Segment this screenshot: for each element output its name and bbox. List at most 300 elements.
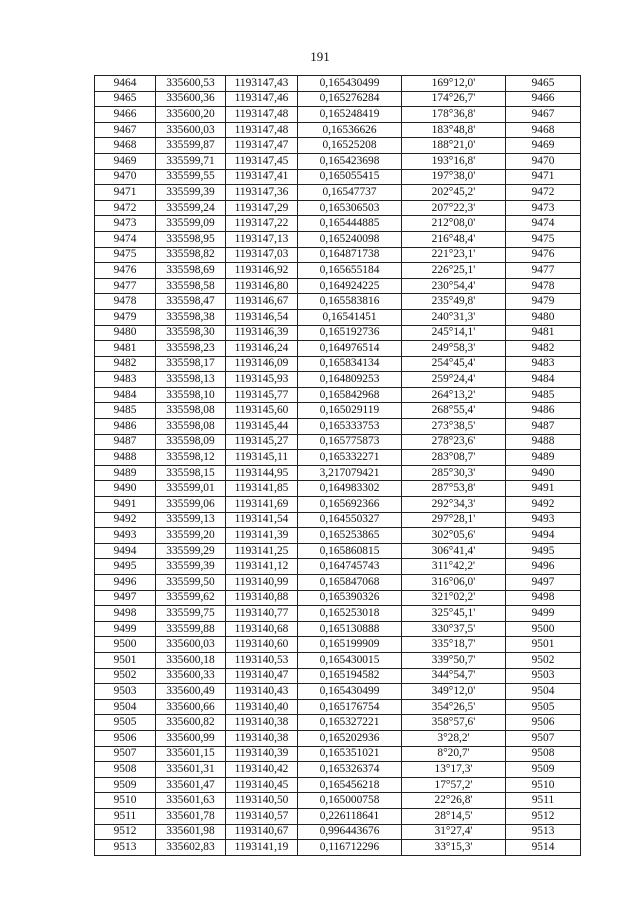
cell-length: 0,165029119 [298,403,402,419]
table-row [95,808,581,824]
table-row [95,372,581,388]
table-row [95,699,581,715]
cell-length: 0,165842968 [298,387,402,403]
cell-point-to: 9468 [506,122,581,138]
cell-point-to: 9491 [506,481,581,497]
table-row [95,528,581,544]
cell-y: 1193140,57 [226,808,298,824]
cell-point-to: 9473 [506,200,581,216]
cell-length: 0,16525208 [298,138,402,154]
cell-point-to: 9474 [506,216,581,232]
cell-direction: 283°08,7' [402,450,506,466]
cell-y: 1193146,92 [226,263,298,279]
cell-point-to: 9488 [506,434,581,450]
cell-direction: 344°54,7' [402,668,506,684]
cell-direction: 245°14,1' [402,325,506,341]
cell-point-from: 9496 [95,575,156,591]
cell-length: 0,165775873 [298,434,402,450]
cell-point-from: 9465 [95,91,156,107]
cell-direction: 226°25,1' [402,263,506,279]
cell-length: 0,165333753 [298,419,402,435]
cell-y: 1193147,03 [226,247,298,263]
cell-length: 0,165583816 [298,294,402,310]
cell-length: 0,165390326 [298,590,402,606]
cell-length: 0,165276284 [298,91,402,107]
table-row [95,107,581,123]
cell-y: 1193145,77 [226,387,298,403]
cell-y: 1193147,13 [226,231,298,247]
cell-x: 335598,15 [156,465,226,481]
cell-point-to: 9469 [506,138,581,154]
cell-point-from: 9498 [95,606,156,622]
cell-length: 0,16547737 [298,185,402,201]
cell-point-to: 9482 [506,341,581,357]
cell-point-to: 9492 [506,497,581,513]
cell-point-from: 9481 [95,341,156,357]
table-row [95,341,581,357]
cell-y: 1193140,43 [226,684,298,700]
cell-y: 1193140,67 [226,824,298,840]
cell-point-from: 9486 [95,419,156,435]
cell-point-from: 9485 [95,403,156,419]
coordinates-table [94,75,581,856]
cell-point-to: 9483 [506,356,581,372]
table-row [95,840,581,856]
cell-x: 335600,36 [156,91,226,107]
cell-length: 0,165253865 [298,528,402,544]
cell-point-to: 9472 [506,185,581,201]
cell-y: 1193140,88 [226,590,298,606]
cell-point-from: 9503 [95,684,156,700]
table-row [95,793,581,809]
cell-y: 1193145,27 [226,434,298,450]
cell-point-to: 9467 [506,107,581,123]
cell-length: 0,165055415 [298,169,402,185]
cell-point-to: 9513 [506,824,581,840]
table-row [95,153,581,169]
cell-direction: 207°22,3' [402,200,506,216]
cell-direction: 235°49,8' [402,294,506,310]
cell-y: 1193146,54 [226,309,298,325]
table-row [95,497,581,513]
cell-point-from: 9484 [95,387,156,403]
table-row [95,637,581,653]
cell-direction: 221°23,1' [402,247,506,263]
cell-point-to: 9475 [506,231,581,247]
cell-point-from: 9499 [95,621,156,637]
cell-point-to: 9503 [506,668,581,684]
cell-direction: 302°05,6' [402,528,506,544]
cell-length: 0,164976514 [298,341,402,357]
cell-point-to: 9480 [506,309,581,325]
cell-direction: 202°45,2' [402,185,506,201]
cell-length: 0,164924225 [298,278,402,294]
cell-point-from: 9470 [95,169,156,185]
cell-direction: 321°02,2' [402,590,506,606]
cell-x: 335600,82 [156,715,226,731]
cell-length: 0,165430499 [298,684,402,700]
table-row [95,294,581,310]
cell-direction: 311°42,2' [402,559,506,575]
cell-point-to: 9512 [506,808,581,824]
cell-x: 335600,18 [156,652,226,668]
cell-point-to: 9484 [506,372,581,388]
table-row [95,684,581,700]
cell-y: 1193141,69 [226,497,298,513]
cell-y: 1193147,46 [226,91,298,107]
cell-length: 0,165000758 [298,793,402,809]
table-row [95,247,581,263]
cell-y: 1193140,45 [226,777,298,793]
cell-x: 335599,24 [156,200,226,216]
cell-y: 1193145,44 [226,419,298,435]
cell-length: 0,164983302 [298,481,402,497]
cell-x: 335598,69 [156,263,226,279]
cell-x: 335602,83 [156,840,226,856]
cell-y: 1193140,50 [226,793,298,809]
cell-x: 335601,63 [156,793,226,809]
cell-length: 0,165306503 [298,200,402,216]
cell-x: 335598,95 [156,231,226,247]
cell-direction: 3°28,2' [402,730,506,746]
cell-direction: 330°37,5' [402,621,506,637]
table-row [95,403,581,419]
cell-point-from: 9509 [95,777,156,793]
cell-length: 0,165430499 [298,76,402,92]
cell-length: 0,16536626 [298,122,402,138]
cell-length: 0,165351021 [298,746,402,762]
cell-x: 335599,62 [156,590,226,606]
cell-y: 1193147,22 [226,216,298,232]
cell-y: 1193147,29 [226,200,298,216]
cell-y: 1193140,60 [226,637,298,653]
cell-y: 1193140,53 [226,652,298,668]
cell-point-from: 9466 [95,107,156,123]
table-row [95,543,581,559]
cell-direction: 259°24,4' [402,372,506,388]
cell-x: 335599,71 [156,153,226,169]
cell-length: 0,165332271 [298,450,402,466]
cell-point-to: 9500 [506,621,581,637]
cell-point-from: 9471 [95,185,156,201]
table-row [95,715,581,731]
cell-point-from: 9505 [95,715,156,731]
cell-y: 1193146,24 [226,341,298,357]
cell-point-to: 9502 [506,652,581,668]
cell-y: 1193140,42 [226,762,298,778]
cell-x: 335599,87 [156,138,226,154]
table-row [95,606,581,622]
cell-x: 335598,30 [156,325,226,341]
cell-point-to: 9490 [506,465,581,481]
cell-point-from: 9510 [95,793,156,809]
cell-y: 1193147,43 [226,76,298,92]
cell-direction: 339°50,7' [402,652,506,668]
cell-point-to: 9509 [506,762,581,778]
table-row [95,138,581,154]
cell-point-to: 9496 [506,559,581,575]
cell-direction: 13°17,3' [402,762,506,778]
table-row [95,590,581,606]
cell-point-to: 9505 [506,699,581,715]
cell-point-from: 9472 [95,200,156,216]
cell-x: 335598,17 [156,356,226,372]
cell-direction: 216°48,4' [402,231,506,247]
cell-direction: 285°30,3' [402,465,506,481]
cell-x: 335599,01 [156,481,226,497]
table-body [95,76,581,856]
cell-y: 1193146,67 [226,294,298,310]
table-row [95,278,581,294]
cell-point-to: 9493 [506,512,581,528]
cell-point-from: 9491 [95,497,156,513]
table-row [95,652,581,668]
cell-y: 1193146,09 [226,356,298,372]
cell-x: 335600,03 [156,637,226,653]
cell-point-from: 9513 [95,840,156,856]
cell-length: 0,165834134 [298,356,402,372]
table-row [95,231,581,247]
cell-y: 1193145,93 [226,372,298,388]
cell-point-to: 9494 [506,528,581,544]
cell-y: 1193141,85 [226,481,298,497]
cell-x: 335600,33 [156,668,226,684]
cell-point-from: 9500 [95,637,156,653]
cell-direction: 193°16,8' [402,153,506,169]
cell-y: 1193140,38 [226,715,298,731]
table-row [95,434,581,450]
cell-point-from: 9497 [95,590,156,606]
cell-direction: 183°48,8' [402,122,506,138]
cell-point-to: 9506 [506,715,581,731]
cell-x: 335599,50 [156,575,226,591]
cell-direction: 273°38,5' [402,419,506,435]
cell-y: 1193140,77 [226,606,298,622]
cell-length: 0,165860815 [298,543,402,559]
cell-y: 1193140,99 [226,575,298,591]
table-row [95,621,581,637]
cell-y: 1193141,25 [226,543,298,559]
table-row [95,559,581,575]
table-row [95,356,581,372]
table-row [95,824,581,840]
cell-x: 335598,08 [156,403,226,419]
cell-y: 1193147,47 [226,138,298,154]
cell-point-from: 9467 [95,122,156,138]
table-row [95,185,581,201]
cell-length: 0,165176754 [298,699,402,715]
cell-direction: 28°14,5' [402,808,506,824]
cell-direction: 188°21,0' [402,138,506,154]
cell-y: 1193140,47 [226,668,298,684]
cell-direction: 197°38,0' [402,169,506,185]
cell-length: 0,996443676 [298,824,402,840]
cell-direction: 17°57,2' [402,777,506,793]
cell-y: 1193147,48 [226,107,298,123]
cell-x: 335600,20 [156,107,226,123]
cell-y: 1193146,39 [226,325,298,341]
cell-point-to: 9479 [506,294,581,310]
page-number: 191 [310,49,330,64]
table-row [95,481,581,497]
cell-direction: 325°45,1' [402,606,506,622]
cell-point-to: 9510 [506,777,581,793]
cell-point-from: 9501 [95,652,156,668]
cell-y: 1193147,36 [226,185,298,201]
cell-x: 335598,58 [156,278,226,294]
cell-x: 335600,66 [156,699,226,715]
cell-direction: 33°15,3' [402,840,506,856]
cell-length: 0,165194582 [298,668,402,684]
cell-point-from: 9489 [95,465,156,481]
cell-point-to: 9507 [506,730,581,746]
cell-x: 335601,31 [156,762,226,778]
cell-direction: 240°31,3' [402,309,506,325]
table-row [95,450,581,466]
cell-point-from: 9493 [95,528,156,544]
cell-point-to: 9495 [506,543,581,559]
cell-direction: 249°58,3' [402,341,506,357]
table-row [95,91,581,107]
cell-direction: 316°06,0' [402,575,506,591]
cell-x: 335599,13 [156,512,226,528]
cell-x: 335599,39 [156,559,226,575]
cell-x: 335598,47 [156,294,226,310]
cell-direction: 335°18,7' [402,637,506,653]
cell-y: 1193147,45 [226,153,298,169]
cell-length: 0,164871738 [298,247,402,263]
cell-point-from: 9495 [95,559,156,575]
cell-x: 335598,23 [156,341,226,357]
cell-point-to: 9466 [506,91,581,107]
cell-point-from: 9482 [95,356,156,372]
cell-direction: 174°26,7' [402,91,506,107]
cell-length: 0,165192736 [298,325,402,341]
cell-point-from: 9488 [95,450,156,466]
cell-point-to: 9465 [506,76,581,92]
cell-direction: 292°34,3' [402,497,506,513]
cell-length: 0,164809253 [298,372,402,388]
cell-point-from: 9490 [95,481,156,497]
cell-point-to: 9499 [506,606,581,622]
table-row [95,122,581,138]
cell-x: 335600,53 [156,76,226,92]
cell-length: 0,165327221 [298,715,402,731]
cell-point-from: 9492 [95,512,156,528]
cell-x: 335598,82 [156,247,226,263]
table-row [95,668,581,684]
cell-point-to: 9487 [506,419,581,435]
cell-y: 1193140,68 [226,621,298,637]
cell-x: 335598,13 [156,372,226,388]
table-row [95,762,581,778]
cell-length: 0,165253018 [298,606,402,622]
cell-point-from: 9483 [95,372,156,388]
cell-direction: 169°12,0' [402,76,506,92]
cell-y: 1193140,38 [226,730,298,746]
cell-point-to: 9497 [506,575,581,591]
cell-length: 0,165655184 [298,263,402,279]
cell-x: 335599,06 [156,497,226,513]
cell-direction: 254°45,4' [402,356,506,372]
cell-point-to: 9486 [506,403,581,419]
cell-point-from: 9507 [95,746,156,762]
cell-x: 335599,75 [156,606,226,622]
cell-x: 335599,29 [156,543,226,559]
cell-direction: 306°41,4' [402,543,506,559]
cell-point-from: 9511 [95,808,156,824]
cell-point-to: 9511 [506,793,581,809]
cell-x: 335599,88 [156,621,226,637]
table-row [95,309,581,325]
cell-point-from: 9473 [95,216,156,232]
cell-x: 335601,78 [156,808,226,824]
cell-point-from: 9508 [95,762,156,778]
cell-direction: 31°27,4' [402,824,506,840]
cell-length: 0,164745743 [298,559,402,575]
cell-x: 335599,55 [156,169,226,185]
table-row [95,387,581,403]
cell-direction: 354°26,5' [402,699,506,715]
table-row [95,325,581,341]
cell-point-to: 9476 [506,247,581,263]
cell-x: 335601,15 [156,746,226,762]
cell-x: 335598,10 [156,387,226,403]
cell-length: 0,165430015 [298,652,402,668]
cell-x: 335600,49 [156,684,226,700]
cell-length: 0,165326374 [298,762,402,778]
cell-x: 335600,03 [156,122,226,138]
cell-x: 335601,47 [156,777,226,793]
cell-y: 1193141,19 [226,840,298,856]
cell-point-from: 9506 [95,730,156,746]
table-row [95,465,581,481]
cell-length: 0,165692366 [298,497,402,513]
cell-x: 335600,99 [156,730,226,746]
cell-point-from: 9478 [95,294,156,310]
cell-point-from: 9494 [95,543,156,559]
cell-point-from: 9487 [95,434,156,450]
cell-direction: 278°23,6' [402,434,506,450]
table-row [95,216,581,232]
table-row [95,746,581,762]
cell-x: 335598,08 [156,419,226,435]
cell-point-from: 9480 [95,325,156,341]
cell-point-to: 9481 [506,325,581,341]
cell-length: 3,217079421 [298,465,402,481]
cell-length: 0,165240098 [298,231,402,247]
cell-point-from: 9474 [95,231,156,247]
table-row [95,263,581,279]
cell-point-from: 9464 [95,76,156,92]
cell-x: 335598,12 [156,450,226,466]
cell-point-from: 9504 [95,699,156,715]
cell-x: 335598,09 [156,434,226,450]
cell-direction: 287°53,8' [402,481,506,497]
cell-direction: 268°55,4' [402,403,506,419]
cell-x: 335599,20 [156,528,226,544]
cell-point-to: 9470 [506,153,581,169]
cell-length: 0,165202936 [298,730,402,746]
cell-y: 1193147,48 [226,122,298,138]
table-row [95,169,581,185]
cell-length: 0,165248419 [298,107,402,123]
cell-length: 0,116712296 [298,840,402,856]
cell-direction: 297°28,1' [402,512,506,528]
cell-point-from: 9502 [95,668,156,684]
table-row [95,575,581,591]
cell-y: 1193145,11 [226,450,298,466]
